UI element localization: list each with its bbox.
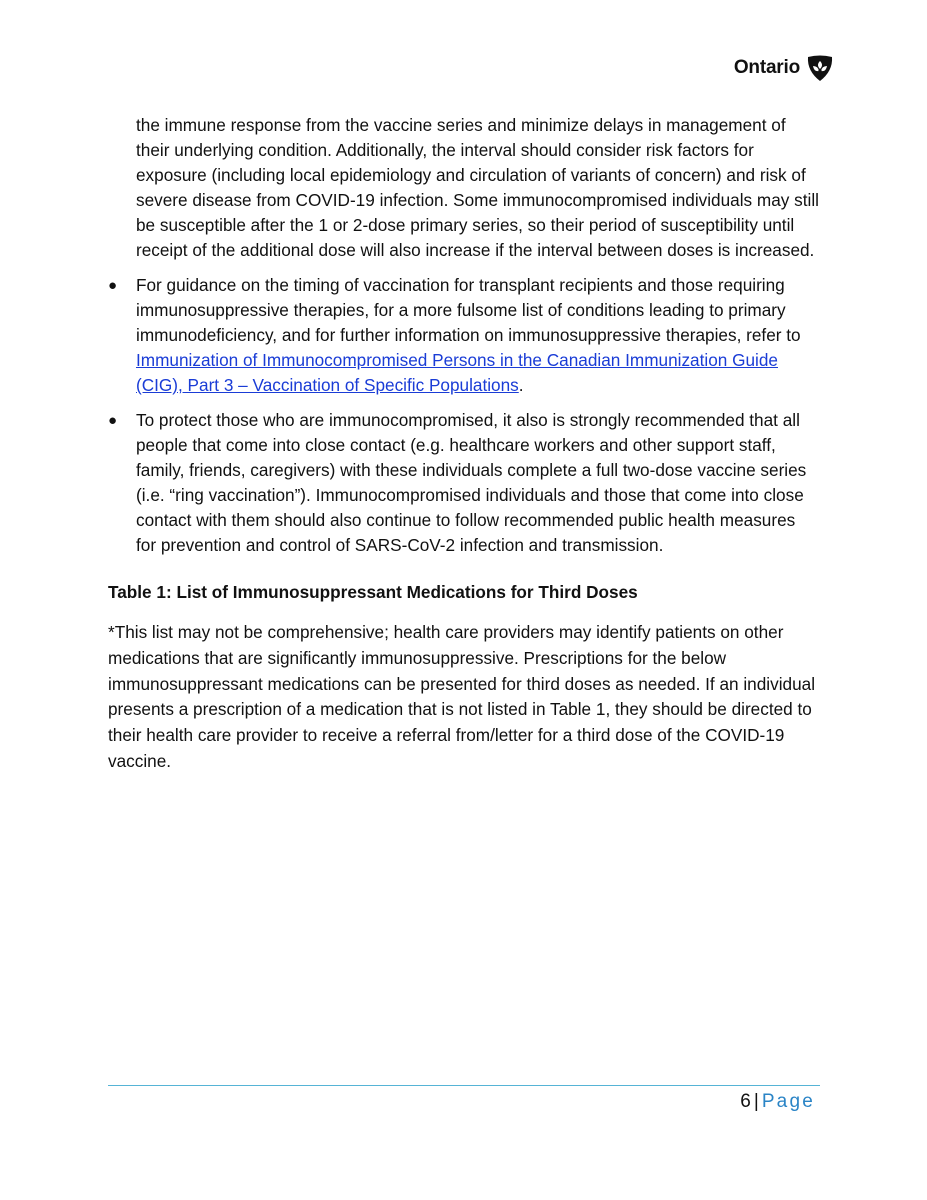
- page-separator: |: [753, 1091, 759, 1112]
- logo-wordmark: Ontario: [733, 57, 800, 78]
- ontario-logo: [734, 53, 835, 83]
- continuation-paragraph: the immune response from the vaccine series and minimize delays in management of their underlying condition. Additionally, the interval should consider risk factors for exposure (including local epidemiology and circulation of variants of concern) and risk of severe disease from COVID-19 infection. Some immunocompromised individuals may still be susceptible after the 1 or 2-dose primary series, so their period of susceptibility until receipt of the additional dose will also increase if the interval between doses is increased.: [136, 115, 819, 260]
- bullet-item-ring-vaccination: [108, 408, 820, 558]
- page-number: 6: [740, 1091, 751, 1112]
- table-title: Table 1: List of Immunosuppressant Medications for Third Doses: [108, 582, 638, 602]
- table-note: *This list may not be comprehensive; health care providers may identify patients on other medications that are significantly immunosuppressive. Prescriptions for the below immunosuppressant medications can be presented for third doses as needed. If an individual presents a prescription of a medication that is not listed in Table 1, they should be directed to their health care provider to receive a referral from/letter for a third dose of the COVID-19 vaccine.: [108, 622, 816, 771]
- bullet-text: For guidance on the timing of vaccination for transplant recipients and those requiring immunosuppressive therapies, for a more fulsome list of conditions leading to primary immunodeficiency, and for further information on immunosuppressive therapies, refer to: [136, 275, 801, 345]
- bullet-text: To protect those who are immunocompromised, it also is strongly recommended that all people that come into close contact (e.g. healthcare workers and other support staff, family, friends, caregivers) with these individuals complete a full two-dose vaccine series (i.e. “ring vaccination”). Immunocompromised individuals and those that come into close contact with them should also continue to follow recommended public health measures for prevention and control of SARS-CoV-2 infection and transmission.: [136, 410, 807, 555]
- cig-immunocompromised-link[interactable]: Immunization of Immunocompromised Persons in the Canadian Immunization Guide (CIG), Part 3 – Vaccination of Specific Populations: [136, 350, 778, 395]
- page-content: [108, 113, 820, 775]
- ontario-trillium-icon: [805, 53, 835, 83]
- bullet-icon: ●: [108, 277, 118, 294]
- footer-divider: [108, 1085, 820, 1086]
- bullet-item-guidance: [108, 273, 820, 398]
- bullet-text-end: .: [518, 375, 524, 395]
- bullet-list: [108, 273, 820, 558]
- page-label: Page: [761, 1091, 815, 1112]
- page-footer: [740, 1091, 815, 1113]
- bullet-icon: ●: [108, 412, 118, 429]
